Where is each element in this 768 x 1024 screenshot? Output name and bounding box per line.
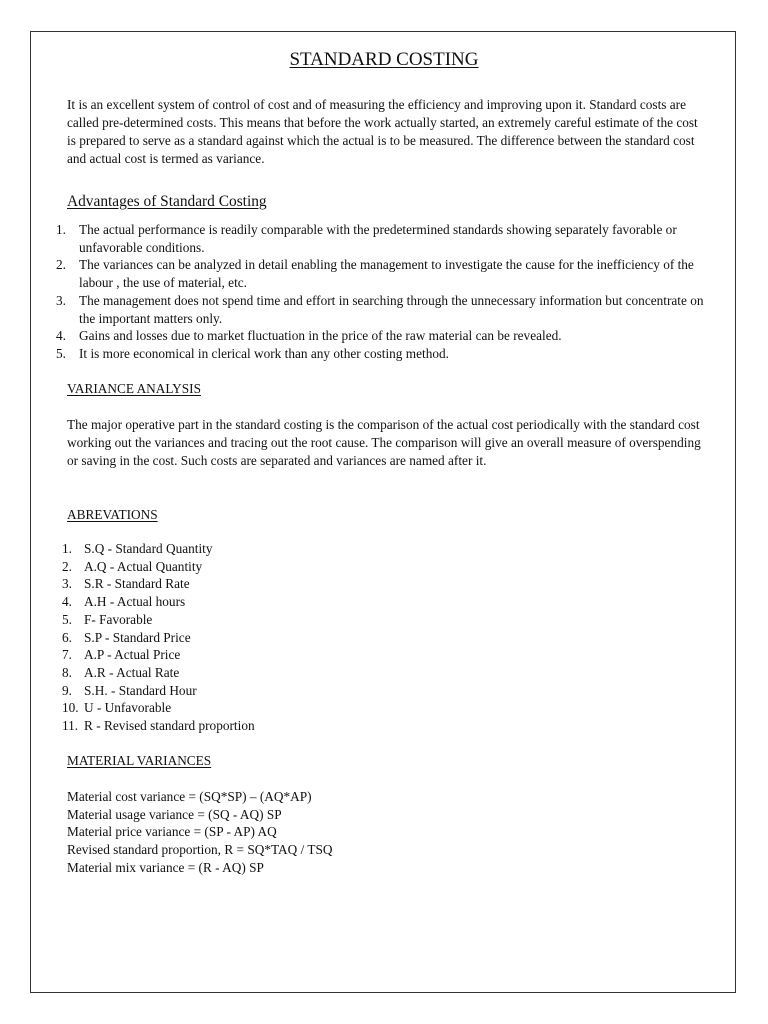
list-item bbox=[62, 664, 462, 682]
list-text: U - Unfavorable bbox=[84, 700, 172, 716]
list-item bbox=[56, 345, 706, 363]
list-item bbox=[62, 699, 462, 717]
list-text: A.H - Actual hours bbox=[84, 594, 186, 610]
list-number: 5. bbox=[62, 611, 72, 627]
list-text: The management does not spend time and effort in searching through the unnecessary information but concentrate on the important matters only. bbox=[79, 292, 704, 326]
list-text: S.Q - Standard Quantity bbox=[84, 541, 213, 556]
formula-line: Material cost variance = (SQ*SP) – (AQ*AP) bbox=[67, 789, 312, 804]
abbreviations-list bbox=[62, 540, 462, 735]
list-text: A.Q - Actual Quantity bbox=[84, 558, 203, 574]
advantages-list bbox=[56, 221, 706, 363]
variance-analysis-paragraph: The major operative part in the standard costing is the comparison of the actual cost periodically with the standard cost working out the variances and tracing out the root cause. The comparison will give an overall measure of overspending or saving in the cost. Such costs are separated and variances are named after it. bbox=[67, 417, 701, 468]
list-number: 1. bbox=[62, 541, 72, 556]
list-text: It is more economical in clerical work than any other costing method. bbox=[79, 345, 449, 361]
list-number: 7. bbox=[62, 647, 72, 663]
list-text: F- Favorable bbox=[84, 611, 153, 627]
intro-paragraph: It is an excellent system of control of cost and of measuring the efficiency and improving upon it. Standard costs are called pre-determined costs. This means that before the work actually started, an extremely careful estimate of the cost is prepared to serve as a standard against which the actual is to be measured. The difference between the standard cost and actual cost is termed as variance. bbox=[67, 97, 698, 166]
material-variances-heading: MATERIAL VARIANCES bbox=[67, 753, 212, 768]
formula-line: Revised standard proportion, R = SQ*TAQ / TSQ bbox=[67, 842, 333, 858]
list-text: Gains and losses due to market fluctuation in the price of the raw material can be revealed. bbox=[79, 328, 562, 344]
list-text: The variances can be analyzed in detail enabling the management to investigate the cause for the inefficiency of the labour , the use of material, etc. bbox=[79, 257, 694, 291]
list-item bbox=[62, 611, 462, 629]
formula-line: Material usage variance = (SQ - AQ) SP bbox=[67, 806, 282, 822]
list-number: 4. bbox=[62, 594, 72, 610]
advantages-heading: Advantages of Standard Costing bbox=[67, 193, 267, 210]
list-number: 2. bbox=[56, 257, 66, 273]
list-item bbox=[62, 593, 462, 611]
list-item bbox=[56, 256, 706, 291]
list-item bbox=[62, 575, 462, 593]
list-number: 3. bbox=[56, 292, 66, 308]
list-number: 5. bbox=[56, 345, 66, 361]
list-text: S.R - Standard Rate bbox=[84, 576, 190, 592]
list-number: 6. bbox=[62, 629, 72, 645]
list-text: S.H. - Standard Hour bbox=[84, 682, 197, 698]
list-number: 9. bbox=[62, 682, 72, 698]
formula-line: Material price variance = (SP - AP) AQ bbox=[67, 824, 277, 840]
list-item bbox=[62, 717, 462, 735]
list-item bbox=[62, 646, 462, 664]
list-number: 1. bbox=[56, 222, 66, 237]
list-item bbox=[56, 221, 706, 256]
list-number: 10. bbox=[62, 700, 79, 716]
formula-line: Material mix variance = (R - AQ) SP bbox=[67, 859, 264, 875]
list-number: 2. bbox=[62, 558, 72, 574]
list-number: 11. bbox=[62, 718, 79, 734]
list-item bbox=[62, 629, 462, 647]
list-text: The actual performance is readily comparable with the predetermined standards showing separately favorable or unfavorable conditions. bbox=[79, 222, 677, 255]
document-title: STANDARD COSTING bbox=[289, 49, 479, 70]
list-item bbox=[62, 558, 462, 576]
list-item bbox=[62, 540, 462, 558]
list-item bbox=[56, 292, 706, 327]
list-number: 8. bbox=[62, 664, 72, 680]
list-text: S.P - Standard Price bbox=[84, 629, 191, 645]
list-item bbox=[62, 682, 462, 700]
list-text: R - Revised standard proportion bbox=[84, 718, 255, 734]
abbreviations-heading: ABREVATIONS bbox=[67, 507, 158, 522]
list-text: A.P - Actual Price bbox=[84, 647, 181, 663]
list-text: A.R - Actual Rate bbox=[84, 664, 180, 680]
formula-list bbox=[67, 788, 332, 877]
list-number: 4. bbox=[56, 328, 66, 344]
list-item bbox=[56, 327, 706, 345]
variance-analysis-heading: VARIANCE ANALYSIS bbox=[67, 381, 201, 396]
list-number: 3. bbox=[62, 576, 72, 592]
